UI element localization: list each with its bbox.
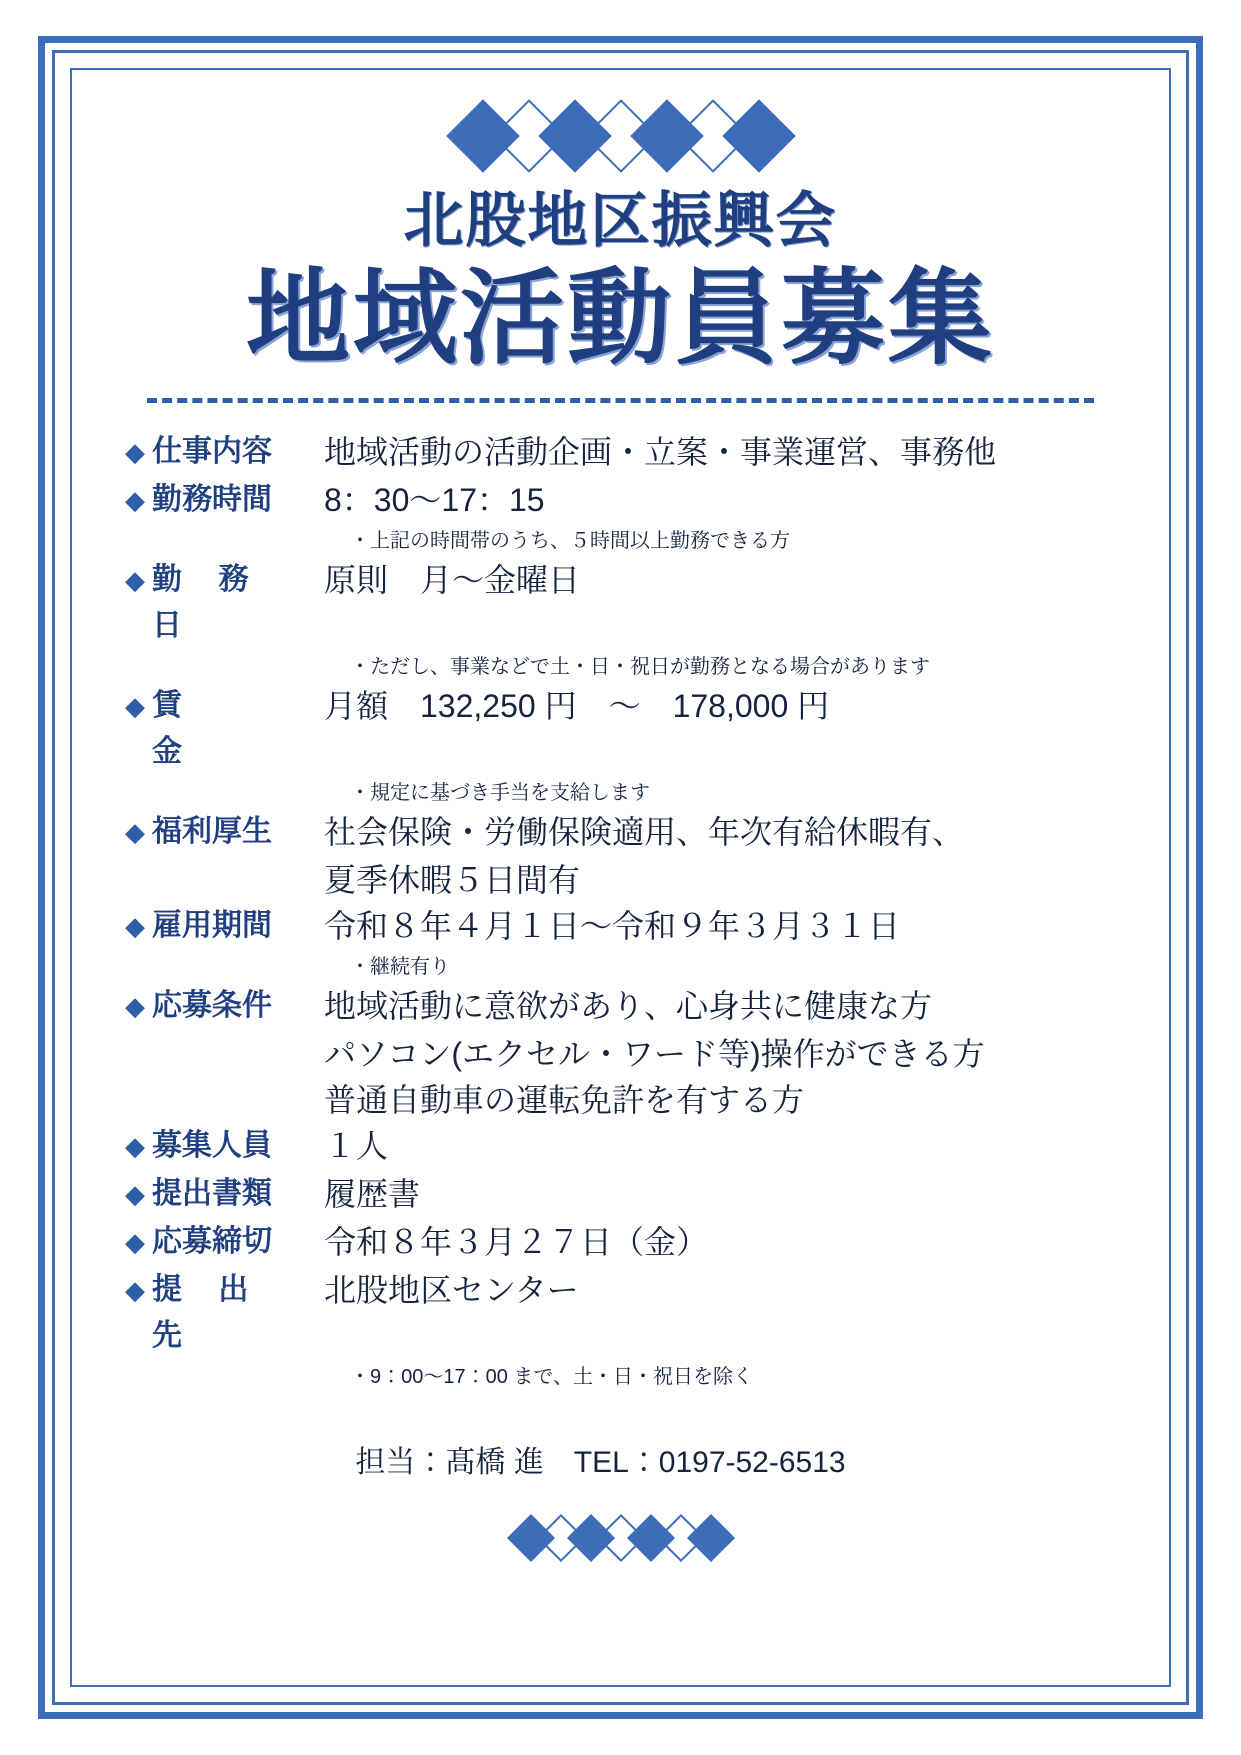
diamond-bullet-icon: ◆ <box>125 484 145 515</box>
diamond-bullet-icon: ◆ <box>125 436 145 467</box>
detail-row <box>118 683 1151 775</box>
indent-spacer <box>118 1361 324 1393</box>
detail-label: 提 出 先 <box>152 1272 263 1352</box>
page-title: 地域活動員募集 <box>245 261 995 377</box>
detail-note: ・9：00〜17：00 まで、土・日・祝日を除く <box>350 1365 754 1388</box>
detail-row <box>118 809 1151 855</box>
detail-value: 原則 月〜金曜日 <box>324 561 581 598</box>
detail-value-continued: パソコン(エクセル・ワード等)操作ができる方 <box>324 1035 985 1072</box>
detail-value: 履歴書 <box>324 1175 421 1212</box>
indent-spacer <box>118 777 324 809</box>
detail-label: 提出書類 <box>152 1176 272 1210</box>
bottom-diamond-ornament <box>70 1521 1171 1555</box>
detail-note-row <box>118 951 1151 983</box>
detail-row <box>118 1267 1151 1359</box>
diamond-icon <box>686 1514 734 1562</box>
organization-name: 北股地区振興会 <box>403 187 838 254</box>
diamond-bullet-icon: ◆ <box>125 1226 145 1257</box>
detail-label: 勤務時間 <box>152 482 272 516</box>
detail-value: 令和８年４月１日〜令和９年３月３１日 <box>324 907 901 944</box>
indent-spacer <box>118 857 324 903</box>
diamond-bullet-icon: ◆ <box>125 990 145 1021</box>
detail-value: １人 <box>324 1127 389 1164</box>
diamond-bullet-icon: ◆ <box>125 910 145 941</box>
diamond-bullet-icon: ◆ <box>125 1274 145 1305</box>
detail-note-row <box>118 525 1151 557</box>
detail-row <box>118 1171 1151 1217</box>
detail-value: 社会保険・労働保険適用、年次有給休暇有、 <box>324 813 965 850</box>
detail-note-row <box>118 651 1151 683</box>
detail-note-row <box>118 1361 1151 1393</box>
detail-row <box>118 903 1151 949</box>
diamond-bullet-icon: ◆ <box>125 690 145 721</box>
detail-label: 福利厚生 <box>152 814 272 848</box>
detail-note-row <box>118 777 1151 809</box>
indent-spacer <box>118 651 324 683</box>
indent-spacer <box>118 951 324 983</box>
detail-row <box>118 1123 1151 1169</box>
detail-row <box>118 429 1151 475</box>
detail-row <box>118 477 1151 523</box>
detail-label: 仕事内容 <box>152 434 272 468</box>
indent-spacer <box>118 1077 324 1123</box>
detail-label: 勤 務 日 <box>152 562 263 642</box>
detail-label: 応募条件 <box>152 988 272 1022</box>
indent-spacer <box>118 525 324 557</box>
detail-value: 令和８年３月２７日（金） <box>324 1223 709 1260</box>
detail-row <box>118 983 1151 1029</box>
detail-label: 賃 金 <box>152 688 284 768</box>
poster-content <box>70 68 1171 1687</box>
title-divider <box>147 398 1094 403</box>
detail-label: 応募締切 <box>152 1224 272 1258</box>
detail-note: ・継続有り <box>350 955 450 978</box>
diamond-icon <box>722 99 796 173</box>
detail-continuation-row <box>118 857 1151 903</box>
detail-value: 北股地区センター <box>324 1271 579 1308</box>
detail-row <box>118 557 1151 649</box>
detail-note: ・ただし、事業などで土・日・祝日が勤務となる場合があります <box>350 655 930 678</box>
detail-value: 地域活動に意欲があり、心身共に健康な方 <box>324 987 933 1024</box>
detail-value: 8：30〜17：15 <box>324 481 545 518</box>
title-block <box>70 188 1171 380</box>
details-list <box>70 429 1171 1393</box>
diamond-bullet-icon: ◆ <box>125 1130 145 1161</box>
diamond-bullet-icon: ◆ <box>125 564 145 595</box>
detail-note: ・上記の時間帯のうち、５時間以上勤務できる方 <box>350 529 790 552</box>
detail-label: 雇用期間 <box>152 908 272 942</box>
detail-value-continued: 普通自動車の運転免許を有する方 <box>324 1081 805 1118</box>
detail-label: 募集人員 <box>152 1128 272 1162</box>
detail-continuation-row <box>118 1077 1151 1123</box>
diamond-bullet-icon: ◆ <box>125 816 145 847</box>
detail-value-continued: 夏季休暇５日間有 <box>324 861 581 898</box>
indent-spacer <box>118 1031 324 1077</box>
top-diamond-ornament <box>70 110 1171 162</box>
contact-info: 担当：髙橋 進 TEL：0197-52-6513 <box>355 1445 846 1479</box>
detail-value: 月額 132,250 円 〜 178,000 円 <box>324 687 830 724</box>
detail-continuation-row <box>118 1031 1151 1077</box>
detail-value: 地域活動の活動企画・立案・事業運営、事務他 <box>324 433 997 470</box>
diamond-bullet-icon: ◆ <box>125 1178 145 1209</box>
detail-note: ・規定に基づき手当を支給します <box>350 781 650 804</box>
detail-row <box>118 1219 1151 1265</box>
